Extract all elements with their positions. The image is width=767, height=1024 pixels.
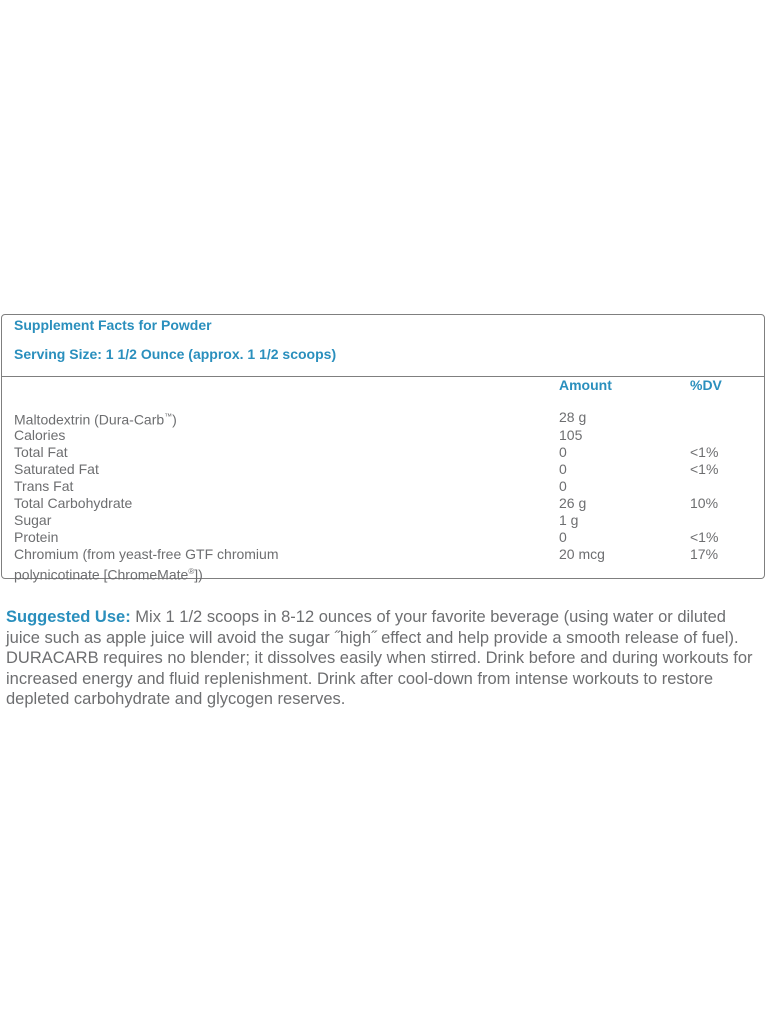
facts-row [2, 546, 764, 583]
nutrient-amount: 105 [559, 427, 583, 443]
nutrient-dv: 17% [690, 546, 719, 562]
facts-row [2, 444, 764, 461]
serving-size: Serving Size: 1 1/2 Ounce (approx. 1 1/2 scoops) [14, 346, 337, 362]
amount-column-header: Amount [559, 377, 612, 393]
suggested-use-text: Mix 1 1/2 scoops in 8-12 ounces of your favorite beverage (using water or diluted juice such as apple juice will avoid the sugar ˝high˝ effect and help provide a smooth release of fuel). DURACARB requires no blender; it dissolves easily when stirred. Drink before and during workouts for increased energy and fluid replenishment. Drink after cool-down from intense workouts to restore depleted carbohydrate and glycogen reserves. [6, 608, 753, 708]
nutrient-dv: <1% [690, 529, 719, 545]
nutrient-amount: 0 [559, 461, 567, 477]
suggested-use-label: Suggested Use: [6, 608, 131, 626]
facts-row [2, 427, 764, 444]
nutrient-name: Protein [14, 529, 59, 545]
nutrient-amount: 26 g [559, 495, 587, 511]
nutrient-name: Sugar [14, 512, 52, 528]
nutrient-dv: <1% [690, 444, 719, 460]
nutrient-name: Total Fat [14, 444, 68, 460]
suggested-use-paragraph [6, 607, 758, 710]
facts-row [2, 512, 764, 529]
nutrient-amount: 28 g [559, 409, 587, 425]
nutrient-amount: 0 [559, 444, 567, 460]
nutrient-dv: 10% [690, 495, 719, 511]
facts-row [2, 461, 764, 478]
facts-rows [2, 407, 764, 583]
nutrient-amount: 0 [559, 478, 567, 494]
facts-row [2, 478, 764, 495]
nutrient-amount: 1 g [559, 512, 579, 528]
nutrient-name: Saturated Fat [14, 461, 99, 477]
nutrient-name: Total Carbohydrate [14, 495, 133, 511]
dv-column-header: %DV [690, 377, 722, 393]
nutrient-name: Calories [14, 427, 66, 443]
nutrient-amount: 20 mcg [559, 546, 605, 562]
nutrient-name: Maltodextrin (Dura-Carb™) [14, 411, 177, 428]
nutrient-amount: 0 [559, 529, 567, 545]
nutrient-dv: <1% [690, 461, 719, 477]
facts-row [2, 407, 764, 427]
facts-title: Supplement Facts for Powder [14, 317, 212, 333]
facts-row [2, 529, 764, 546]
facts-row [2, 495, 764, 512]
nutrient-name: Chromium (from yeast-free GTF chromium polynicotinate [ChromeMate®]) [14, 546, 279, 583]
facts-header [2, 315, 764, 377]
nutrient-name: Trans Fat [14, 478, 74, 494]
supplement-facts-panel [1, 314, 765, 583]
